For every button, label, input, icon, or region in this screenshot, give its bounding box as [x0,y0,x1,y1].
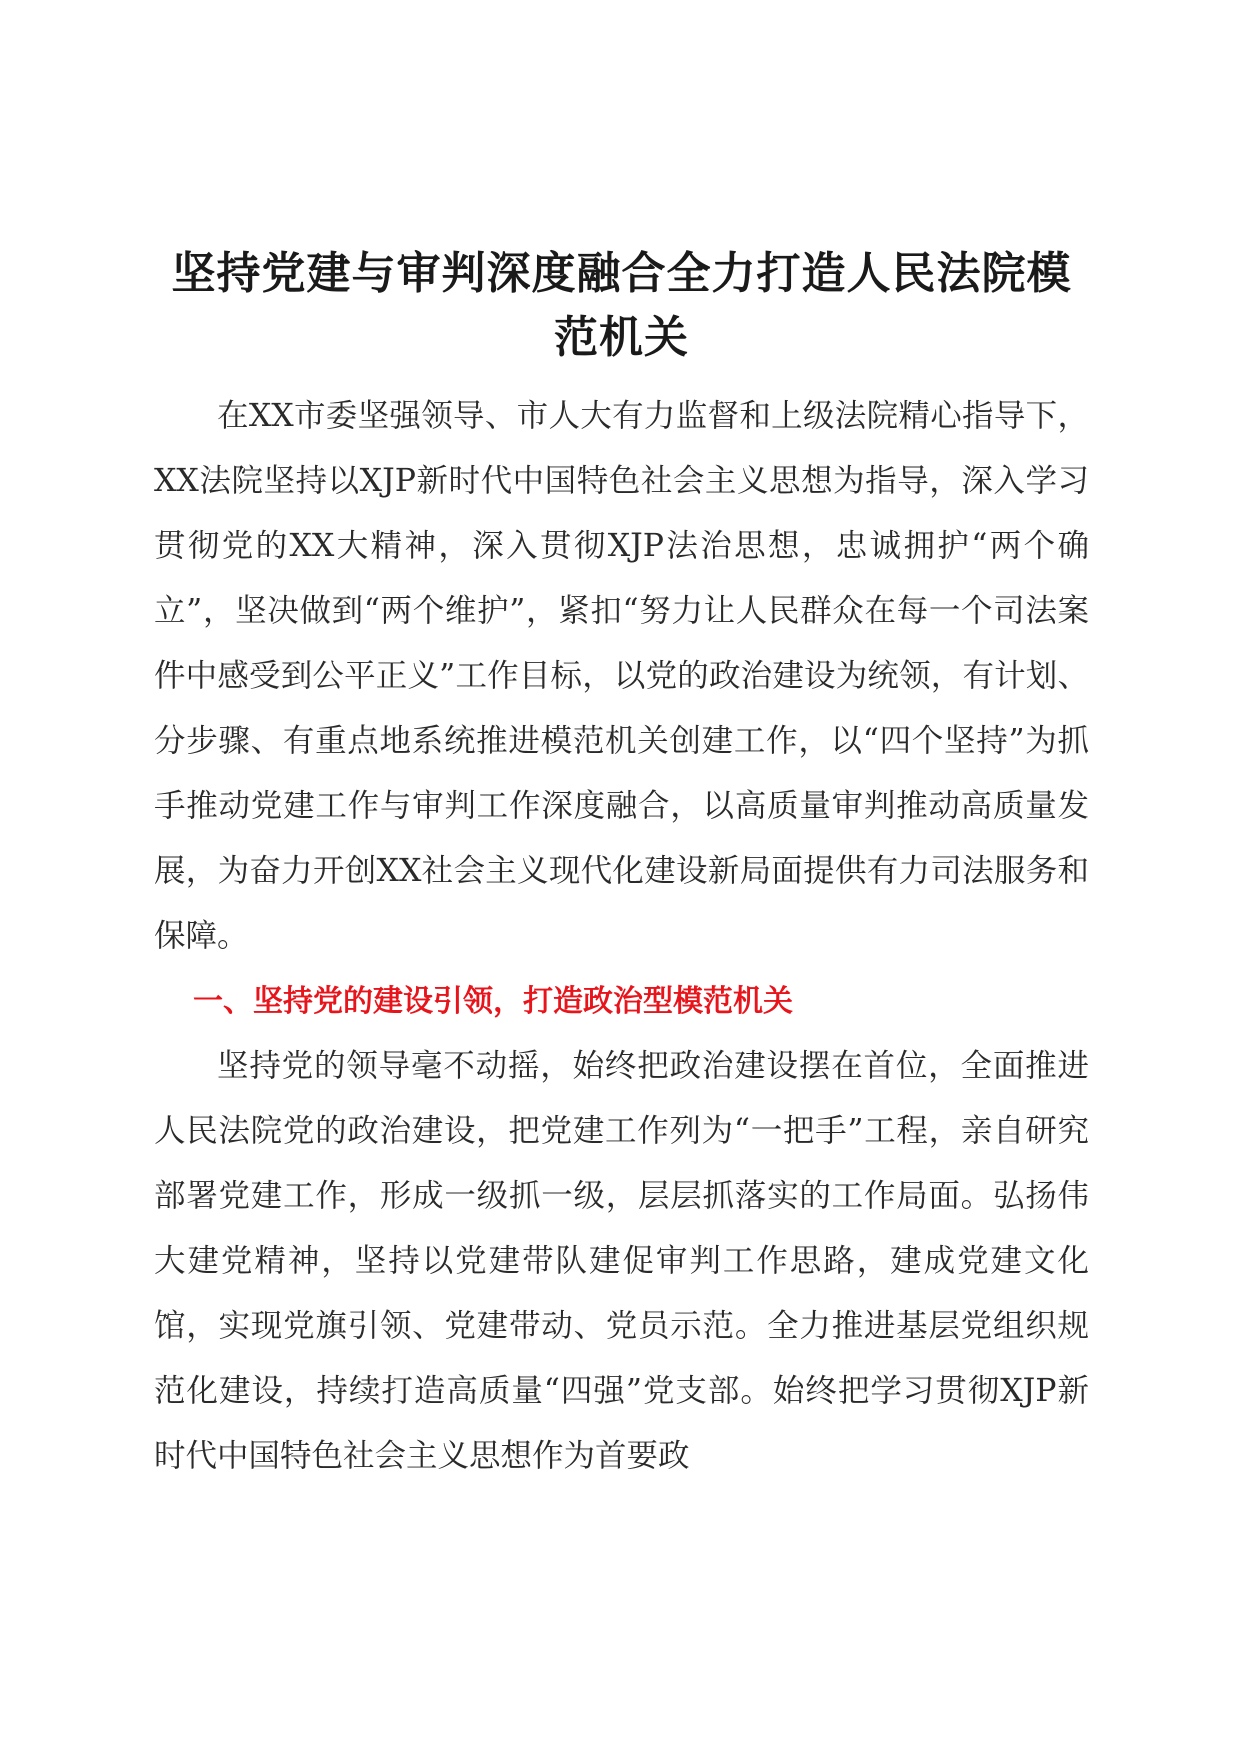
document-title: 坚持党建与审判深度融合全力打造人民法院模范机关 [171,248,1072,363]
document-page [154,242,1089,1489]
section-heading-1: 一、坚持党的建设引领，打造政治型模范机关 [193,984,793,1019]
section-1-paragraph: 坚持党的领导毫不动摇，始终把政治建设摆在首位，全面推进人民法院党的政治建设，把党建工作列为“一把手”工程，亲自研究部署党建工作，形成一级抓一级，层层抓落实的工作局面。弘扬伟大建党精神，坚持以党建带队建促审判工作思路，建成党建文化馆，实现党旗引领、党建带动、党员示范。全力推进基层党组织规范化建设，持续打造高质量“四强”党支部。始终把学习贯彻XJP新时代中国特色社会主义思想作为首要政 [154,1048,1089,1474]
intro-paragraph: 在XX市委坚强领导、市人大有力监督和上级法院精心指导下，XX法院坚持以XJP新时代中国特色社会主义思想为指导，深入学习贯彻党的XX大精神，深入贯彻XJP法治思想，忠诚拥护“两个确立”，坚决做到“两个维护”，紧扣“努力让人民群众在每一个司法案件中感受到公平正义”工作目标，以党的政治建设为统领，有计划、分步骤、有重点地系统推进模范机关创建工作，以“四个坚持”为抓手推动党建工作与审判工作深度融合，以高质量审判推动高质量发展，为奋力开创XX社会主义现代化建设新局面提供有力司法服务和保障。 [154,398,1089,954]
